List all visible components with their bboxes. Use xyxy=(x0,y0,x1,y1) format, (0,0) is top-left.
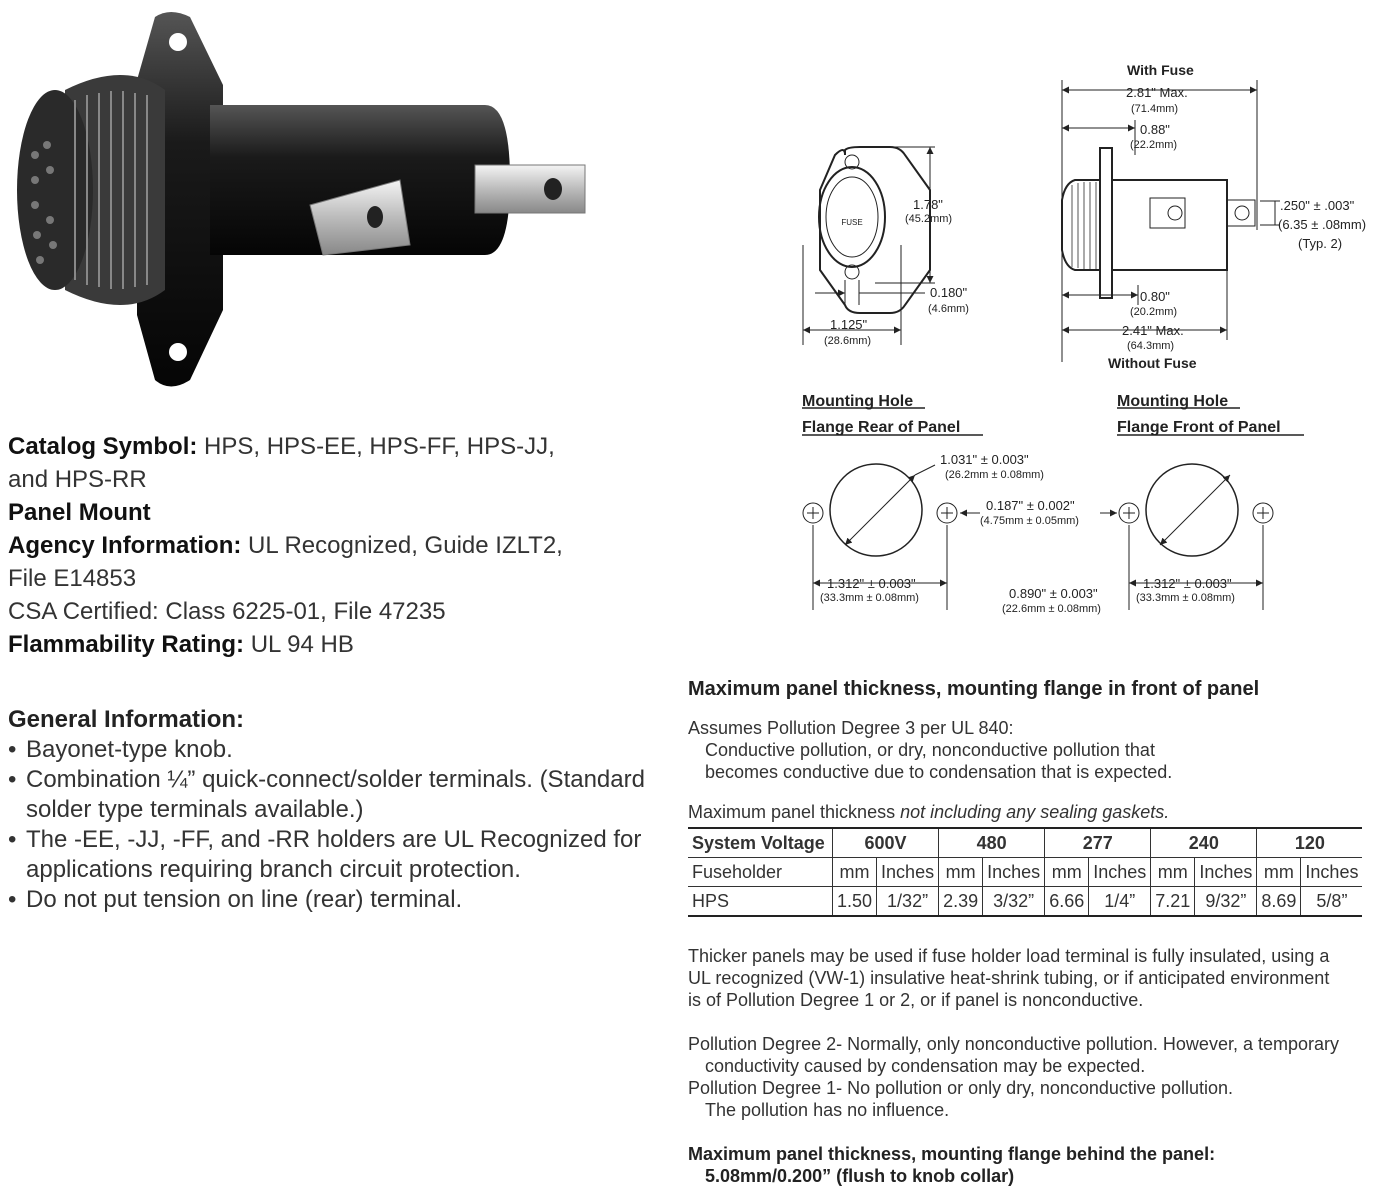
label-1031: 1.031" ± 0.003" xyxy=(940,452,1029,467)
table-cell: 5/8” xyxy=(1301,887,1363,917)
mh-rear-title-1: Mounting Hole xyxy=(802,393,914,410)
table-unit: mm xyxy=(1257,858,1301,887)
label-with-fuse: With Fuse xyxy=(1127,62,1194,78)
table-cell: 1/4” xyxy=(1089,887,1151,917)
label-max-241: 2.41" Max. xyxy=(1122,323,1184,338)
table-fh-label: Fuseholder xyxy=(688,858,833,887)
general-title: General Information: xyxy=(8,706,245,733)
thicker-text-3: is of Pollution Degree 1 or 2, or if panel is nonconductive. xyxy=(688,990,1144,1010)
label-0890: 0.890" ± 0.003" xyxy=(1009,586,1098,601)
label-1031-mm: (26.2mm ± 0.08mm) xyxy=(945,469,1044,481)
table-unit: mm xyxy=(1151,858,1195,887)
label-max-281: 2.81" Max. xyxy=(1126,85,1188,100)
label-max-241-mm: (64.3mm) xyxy=(1127,340,1175,352)
list-item: • The -EE, -JJ, -FF, and -RR holders are UL Recognized for applications requiring branch circuit protection. xyxy=(8,825,668,885)
behind-text-1: Maximum panel thickness, mounting flange behind the panel: xyxy=(688,1144,1216,1164)
table-row-label: HPS xyxy=(688,887,833,917)
table-cell: 6.66 xyxy=(1045,887,1089,917)
label-250-mm: (6.35 ± .08mm) xyxy=(1278,217,1367,232)
thickness-table xyxy=(688,827,1362,917)
table-header-sv: System Voltage xyxy=(688,828,833,858)
table-header-v240: 240 xyxy=(1151,828,1257,858)
flammability-label: Flammability Rating: xyxy=(8,631,245,658)
table-unit: mm xyxy=(939,858,983,887)
pd2-text-1: Pollution Degree 2- Normally, only nonconductive pollution. However, a temporary xyxy=(688,1034,1339,1054)
table-unit: Inches xyxy=(1301,858,1363,887)
label-max-281-mm: (71.4mm) xyxy=(1131,103,1179,115)
table-row xyxy=(688,887,1362,917)
panel-thickness-section xyxy=(688,678,1388,1187)
table-cell: 9/32” xyxy=(1195,887,1257,917)
label-1312b-mm: (33.3mm ± 0.08mm) xyxy=(1136,592,1235,604)
list-item: • Do not put tension on line (rear) terminal. xyxy=(8,885,668,915)
catalog-value-2: and HPS-RR xyxy=(8,466,147,493)
pd1-text-1: Pollution Degree 1- No pollution or only dry, nonconductive pollution. xyxy=(688,1078,1233,1098)
table-cell: 3/32” xyxy=(983,887,1045,917)
assumes-text: Assumes Pollution Degree 3 per UL 840: xyxy=(688,718,1014,738)
agency-label: Agency Information: xyxy=(8,532,242,559)
label-1125-mm: (28.6mm) xyxy=(824,335,872,347)
product-photo xyxy=(5,5,605,400)
table-header-v277: 277 xyxy=(1045,828,1151,858)
label-0180: 0.180" xyxy=(930,285,968,300)
catalog-value: HPS, HPS-EE, HPS-FF, HPS-JJ, xyxy=(204,433,555,460)
label-0890-mm: (22.6mm ± 0.08mm) xyxy=(1002,603,1101,615)
list-item: • Combination ¼” quick-connect/solder terminals. (Standard solder type terminals available.) xyxy=(8,765,668,825)
mh-front-title-2: Flange Front of Panel xyxy=(1117,419,1281,436)
label-typ2: (Typ. 2) xyxy=(1298,236,1343,251)
list-item: • Bayonet-type knob. xyxy=(8,735,668,765)
label-088: 0.88" xyxy=(1140,122,1170,137)
table-unit: Inches xyxy=(877,858,939,887)
behind-text-2: 5.08mm/0.200” (flush to knob collar) xyxy=(705,1166,1015,1186)
table-unit: Inches xyxy=(1089,858,1151,887)
agency-value: UL Recognized, Guide IZLT2, xyxy=(248,532,563,559)
assumes-text-2: Conductive pollution, or dry, nonconductive pollution that xyxy=(705,740,1155,760)
table-unit: Inches xyxy=(1195,858,1257,887)
label-178-mm: (45.2mm) xyxy=(905,213,953,225)
label-178: 1.78" xyxy=(913,197,943,212)
max-thickness-text: Maximum panel thickness xyxy=(688,802,901,822)
table-header-v600: 600V xyxy=(833,828,939,858)
spec-block xyxy=(8,430,648,661)
label-1125: 1.125" xyxy=(830,317,868,332)
label-250: .250" ± .003" xyxy=(1280,198,1355,213)
label-1312b: 1.312" ± 0.003" xyxy=(1143,576,1232,591)
table-row xyxy=(688,858,1362,887)
label-080: 0.80" xyxy=(1140,289,1170,304)
agency-value-2: File E14853 xyxy=(8,565,137,592)
table-cell: 8.69 xyxy=(1257,887,1301,917)
table-header-v120: 120 xyxy=(1257,828,1363,858)
table-cell: 1.50 xyxy=(833,887,877,917)
label-fuse-stamp: FUSE xyxy=(841,218,863,227)
mh-rear-title-2: Flange Rear of Panel xyxy=(802,419,961,436)
label-1312a: 1.312" ± 0.003" xyxy=(827,576,916,591)
label-0187-mm: (4.75mm ± 0.05mm) xyxy=(980,515,1079,527)
label-0187: 0.187" ± 0.002" xyxy=(986,498,1075,513)
pd2-text-2: conductivity caused by condensation may be expected. xyxy=(705,1056,1146,1076)
panel-mount: Panel Mount xyxy=(8,499,151,526)
general-list xyxy=(8,735,668,915)
mh-front-title-1: Mounting Hole xyxy=(1117,393,1229,410)
label-without-fuse: Without Fuse xyxy=(1108,355,1197,371)
flammability-value: UL 94 HB xyxy=(250,631,354,658)
label-1312a-mm: (33.3mm ± 0.08mm) xyxy=(820,592,919,604)
table-unit: mm xyxy=(1045,858,1089,887)
label-080-mm: (20.2mm) xyxy=(1130,306,1178,318)
label-0180-mm: (4.6mm) xyxy=(928,303,969,315)
panel-thickness-title: Maximum panel thickness, mounting flange in front of panel xyxy=(688,678,1260,700)
label-088-mm: (22.2mm) xyxy=(1130,139,1178,151)
table-cell: 1/32” xyxy=(877,887,939,917)
table-cell: 7.21 xyxy=(1151,887,1195,917)
thicker-text-2: UL recognized (VW-1) insulative heat-shrink tubing, or if anticipated environment xyxy=(688,968,1330,988)
max-thickness-italic: not including any sealing gaskets. xyxy=(900,802,1170,822)
general-information xyxy=(8,705,668,915)
dimension-diagram xyxy=(790,55,1399,620)
catalog-label: Catalog Symbol: xyxy=(8,433,198,460)
assumes-text-3: becomes conductive due to condensation that is expected. xyxy=(705,762,1173,782)
table-cell: 2.39 xyxy=(939,887,983,917)
csa-text: CSA Certified: Class 6225-01, File 47235 xyxy=(8,598,446,625)
table-unit: mm xyxy=(833,858,877,887)
table-header-v480: 480 xyxy=(939,828,1045,858)
pd1-text-2: The pollution has no influence. xyxy=(705,1100,950,1120)
thicker-text-1: Thicker panels may be used if fuse holder load terminal is fully insulated, using a xyxy=(688,946,1330,966)
table-header-row xyxy=(688,828,1362,858)
table-unit: Inches xyxy=(983,858,1045,887)
